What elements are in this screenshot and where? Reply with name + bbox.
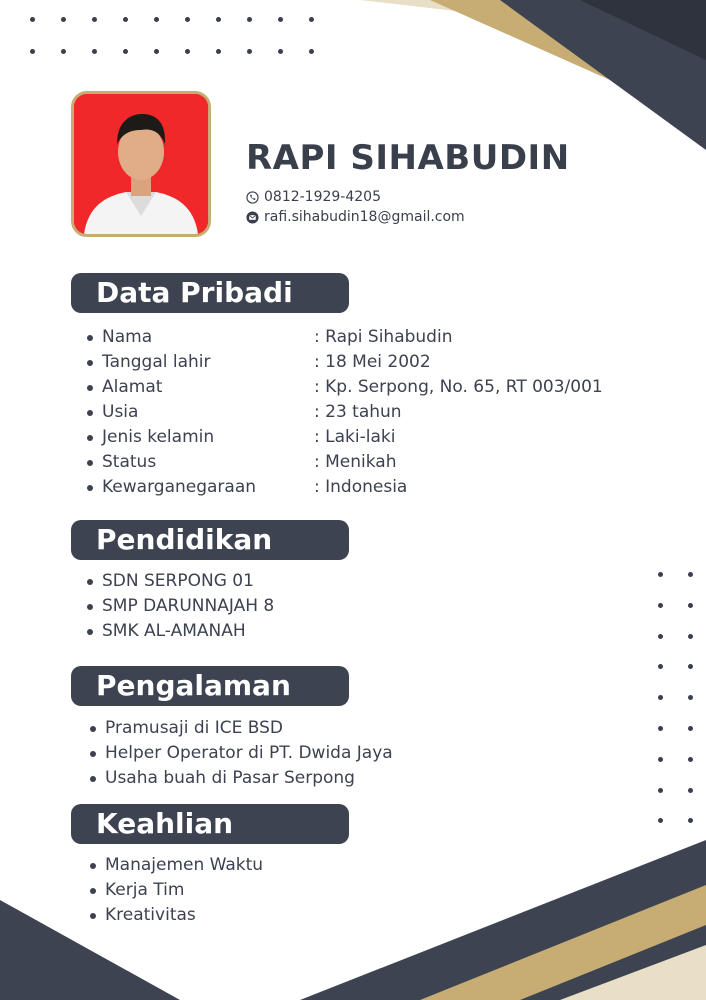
list-item: Manajemen Waktu [88, 853, 263, 878]
person-avatar-illustration [74, 94, 208, 234]
education-list [85, 569, 274, 644]
decorative-dot [658, 757, 663, 762]
field-value: : Menikah [314, 452, 397, 472]
email-contact [246, 209, 465, 225]
personal-data-row [85, 475, 408, 500]
decorative-dot [154, 17, 159, 22]
decorative-dot [123, 17, 128, 22]
decorative-dot [61, 17, 66, 22]
list-item: SMP DARUNNAJAH 8 [85, 594, 274, 619]
field-value: : Kp. Serpong, No. 65, RT 003/001 [314, 377, 603, 397]
field-label: Alamat [102, 377, 163, 397]
decorative-dot [92, 17, 97, 22]
section-title: Keahlian [96, 807, 234, 840]
email-icon [246, 211, 259, 224]
field-label: Nama [102, 327, 153, 347]
decorative-dot [658, 603, 663, 608]
field-value: : Rapi Sihabudin [314, 327, 453, 347]
decorative-dot [61, 49, 66, 54]
decorative-dot [216, 49, 221, 54]
decorative-dot [123, 49, 128, 54]
experience-list [88, 716, 393, 791]
profile-photo [71, 91, 211, 237]
skills-list [88, 853, 263, 928]
decorative-dot [185, 49, 190, 54]
decorative-dot [658, 788, 663, 793]
decorative-dot [309, 49, 314, 54]
decorative-dot [30, 17, 35, 22]
decorative-dot [658, 572, 663, 577]
decorative-dot [688, 726, 693, 731]
section-header-pendidikan [71, 520, 349, 560]
decorative-dot [247, 17, 252, 22]
list-item: SMK AL-AMANAH [85, 619, 274, 644]
decorative-dot [278, 17, 283, 22]
field-value: : Indonesia [314, 477, 408, 497]
decorative-dot [30, 49, 35, 54]
decorative-dot [688, 572, 693, 577]
personal-data-row [85, 350, 431, 375]
field-label: Status [102, 452, 157, 472]
list-item: SDN SERPONG 01 [85, 569, 274, 594]
field-value: : Laki-laki [314, 427, 396, 447]
field-value: : 18 Mei 2002 [314, 352, 431, 372]
decorative-dot [658, 726, 663, 731]
decorative-dot [216, 17, 221, 22]
phone-icon [246, 191, 259, 204]
list-item: Pramusaji di ICE BSD [88, 716, 393, 741]
decorative-dot [247, 49, 252, 54]
section-header-pengalaman [71, 666, 349, 706]
list-item: Helper Operator di PT. Dwida Jaya [88, 741, 393, 766]
field-label: Usia [102, 402, 139, 422]
personal-data-list [85, 325, 603, 500]
field-label: Jenis kelamin [102, 427, 215, 447]
decorative-dot [688, 757, 693, 762]
field-label: Tanggal lahir [102, 352, 211, 372]
decorative-dot [688, 634, 693, 639]
decorative-dot [92, 49, 97, 54]
list-item: Usaha buah di Pasar Serpong [88, 766, 393, 791]
section-title: Data Pribadi [96, 276, 293, 309]
decorative-dot [154, 49, 159, 54]
decorative-dot [185, 17, 190, 22]
personal-data-row [85, 425, 396, 450]
decorative-dot [688, 788, 693, 793]
section-header-keahlian [71, 804, 349, 844]
decorative-dot [658, 634, 663, 639]
list-item: Kerja Tim [88, 878, 263, 903]
decorative-dot [309, 17, 314, 22]
phone-contact [246, 189, 381, 205]
section-header-data-pribadi [71, 273, 349, 313]
email-address: rafi.sihabudin18@gmail.com [264, 209, 465, 225]
personal-data-row [85, 375, 603, 400]
list-item: Kreativitas [88, 903, 263, 928]
personal-data-row [85, 400, 402, 425]
personal-data-row [85, 450, 397, 475]
decorative-dot [688, 603, 693, 608]
field-value: : 23 tahun [314, 402, 402, 422]
personal-data-row [85, 325, 453, 350]
section-title: Pengalaman [96, 669, 291, 702]
phone-number: 0812-1929-4205 [264, 189, 381, 205]
decorative-dot [278, 49, 283, 54]
section-title: Pendidikan [96, 523, 273, 556]
candidate-name: RAPI SIHABUDIN [246, 138, 570, 178]
field-label: Kewarganegaraan [102, 477, 257, 497]
